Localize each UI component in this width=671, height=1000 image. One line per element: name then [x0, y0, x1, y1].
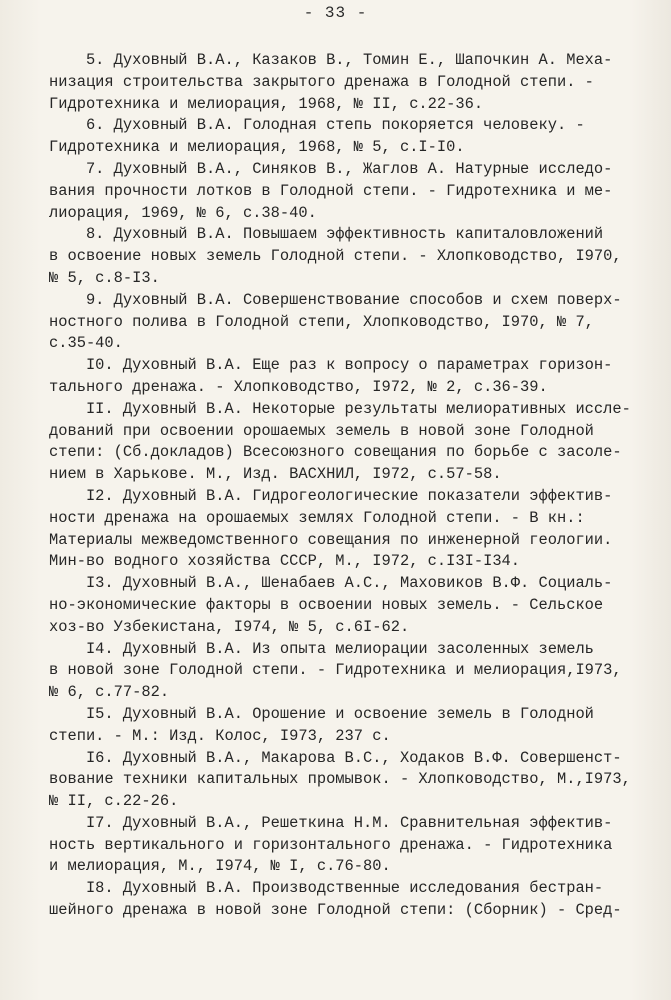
text-line: № 6, с.77-82. [49, 683, 170, 702]
text-line: в новой зоне Голодной степи. - Гидротехника и мелиорация,I973, [49, 661, 622, 680]
text-line: I3. Духовный В.А., Шенабаев А.С., Маховиков В.Ф. Социаль- [49, 574, 613, 593]
text-line: ности дренажа на орошаемых землях Голодной степи. - В кн.: [49, 508, 585, 527]
text-line: Мин-во водного хозяйства СССР, М., I972, с.I3I-I34. [49, 552, 521, 571]
text-line: степи: (Сб.докладов) Всесоюзного совещания по борьбе с засоле- [49, 443, 622, 462]
text-line: № II, с.22-26. [49, 792, 179, 811]
text-line: и мелиорация, М., I974, № I, с.76-80. [49, 857, 391, 876]
text-line: I7. Духовный В.А., Решеткина Н.М. Сравнительная эффектив- [49, 813, 613, 832]
text-line: дований при освоении орошаемых земель в новой зоне Голодной [49, 421, 594, 440]
text-line: 7. Духовный В.А., Синяков В., Жаглов А. Натурные исследо- [49, 159, 613, 178]
text-line: с.35-40. [49, 334, 123, 353]
text-line: но-экономические факторы в освоении новых земель. - Сельское [49, 595, 604, 614]
text-line: I0. Духовный В.А. Еще раз к вопросу о параметрах горизон- [49, 356, 613, 375]
text-line: № 5, с.8-I3. [49, 268, 160, 287]
text-line: вование техники капитальных промывок. - Хлопководство, М.,I973, [49, 770, 631, 789]
text-line: Гидротехника и мелиорация, 1968, № II, с.22-36. [49, 94, 484, 113]
text-line: 9. Духовный В.А. Совершенствование способов и схем поверх- [49, 290, 622, 309]
text-line: I6. Духовный В.А., Макарова В.С., Ходаков В.Ф. Совершенст- [49, 748, 622, 767]
text-line: 6. Духовный В.А. Голодная степь покоряется человеку. - [49, 116, 585, 135]
text-line: вания прочности лотков в Голодной степи. - Гидротехника и ме- [49, 181, 613, 200]
text-line: низация строительства закрытого дренажа в Голодной степи. - [49, 72, 594, 91]
text-line: ностного полива в Голодной степи, Хлопководство, I970, № 7, [49, 312, 594, 331]
text-line: в освоение новых земель Голодной степи. - Хлопководство, I970, [49, 247, 622, 266]
text-line: I2. Духовный В.А. Гидрогеологические показатели эффектив- [49, 486, 613, 505]
page-number: - 33 - [303, 4, 368, 22]
text-line: лиорация, 1969, № 6, с.38-40. [49, 203, 317, 222]
text-line: хоз-во Узбекистана, I974, № 5, с.6I-62. [49, 617, 410, 636]
reference-list [49, 50, 649, 922]
text-line: Гидротехника и мелиорация, 1968, № 5, с.I-I0. [49, 138, 465, 157]
text-line: I8. Духовный В.А. Производственные исследования бестран- [49, 879, 604, 898]
text-line: I4. Духовный В.А. Из опыта мелиорации засоленных земель [49, 639, 594, 658]
text-line: шейного дренажа в новой зоне Голодной степи: (Сборник) - Сред- [49, 901, 622, 920]
text-line: нием в Харькове. М., Изд. ВАСХНИЛ, I972, с.57-58. [49, 465, 502, 484]
text-line: степи. - М.: Изд. Колос, I973, 237 с. [49, 726, 391, 745]
text-line: Материалы межведомственного совещания по инженерной геологии. [49, 530, 613, 549]
text-line: 8. Духовный В.А. Повышаем эффективность капиталовложений [49, 225, 604, 244]
text-line: 5. Духовный В.А., Казаков В., Томин Е., Шапочкин А. Меха- [49, 51, 613, 69]
text-line: тального дренажа. - Хлопководство, I972, № 2, с.36-39. [49, 377, 548, 396]
text-line: ность вертикального и горизонтального дренажа. - Гидротехника [49, 835, 613, 854]
text-line: II. Духовный В.А. Некоторые результаты мелиоративных иссле- [49, 399, 631, 418]
text-line: I5. Духовный В.А. Орошение и освоение земель в Голодной [49, 704, 594, 723]
